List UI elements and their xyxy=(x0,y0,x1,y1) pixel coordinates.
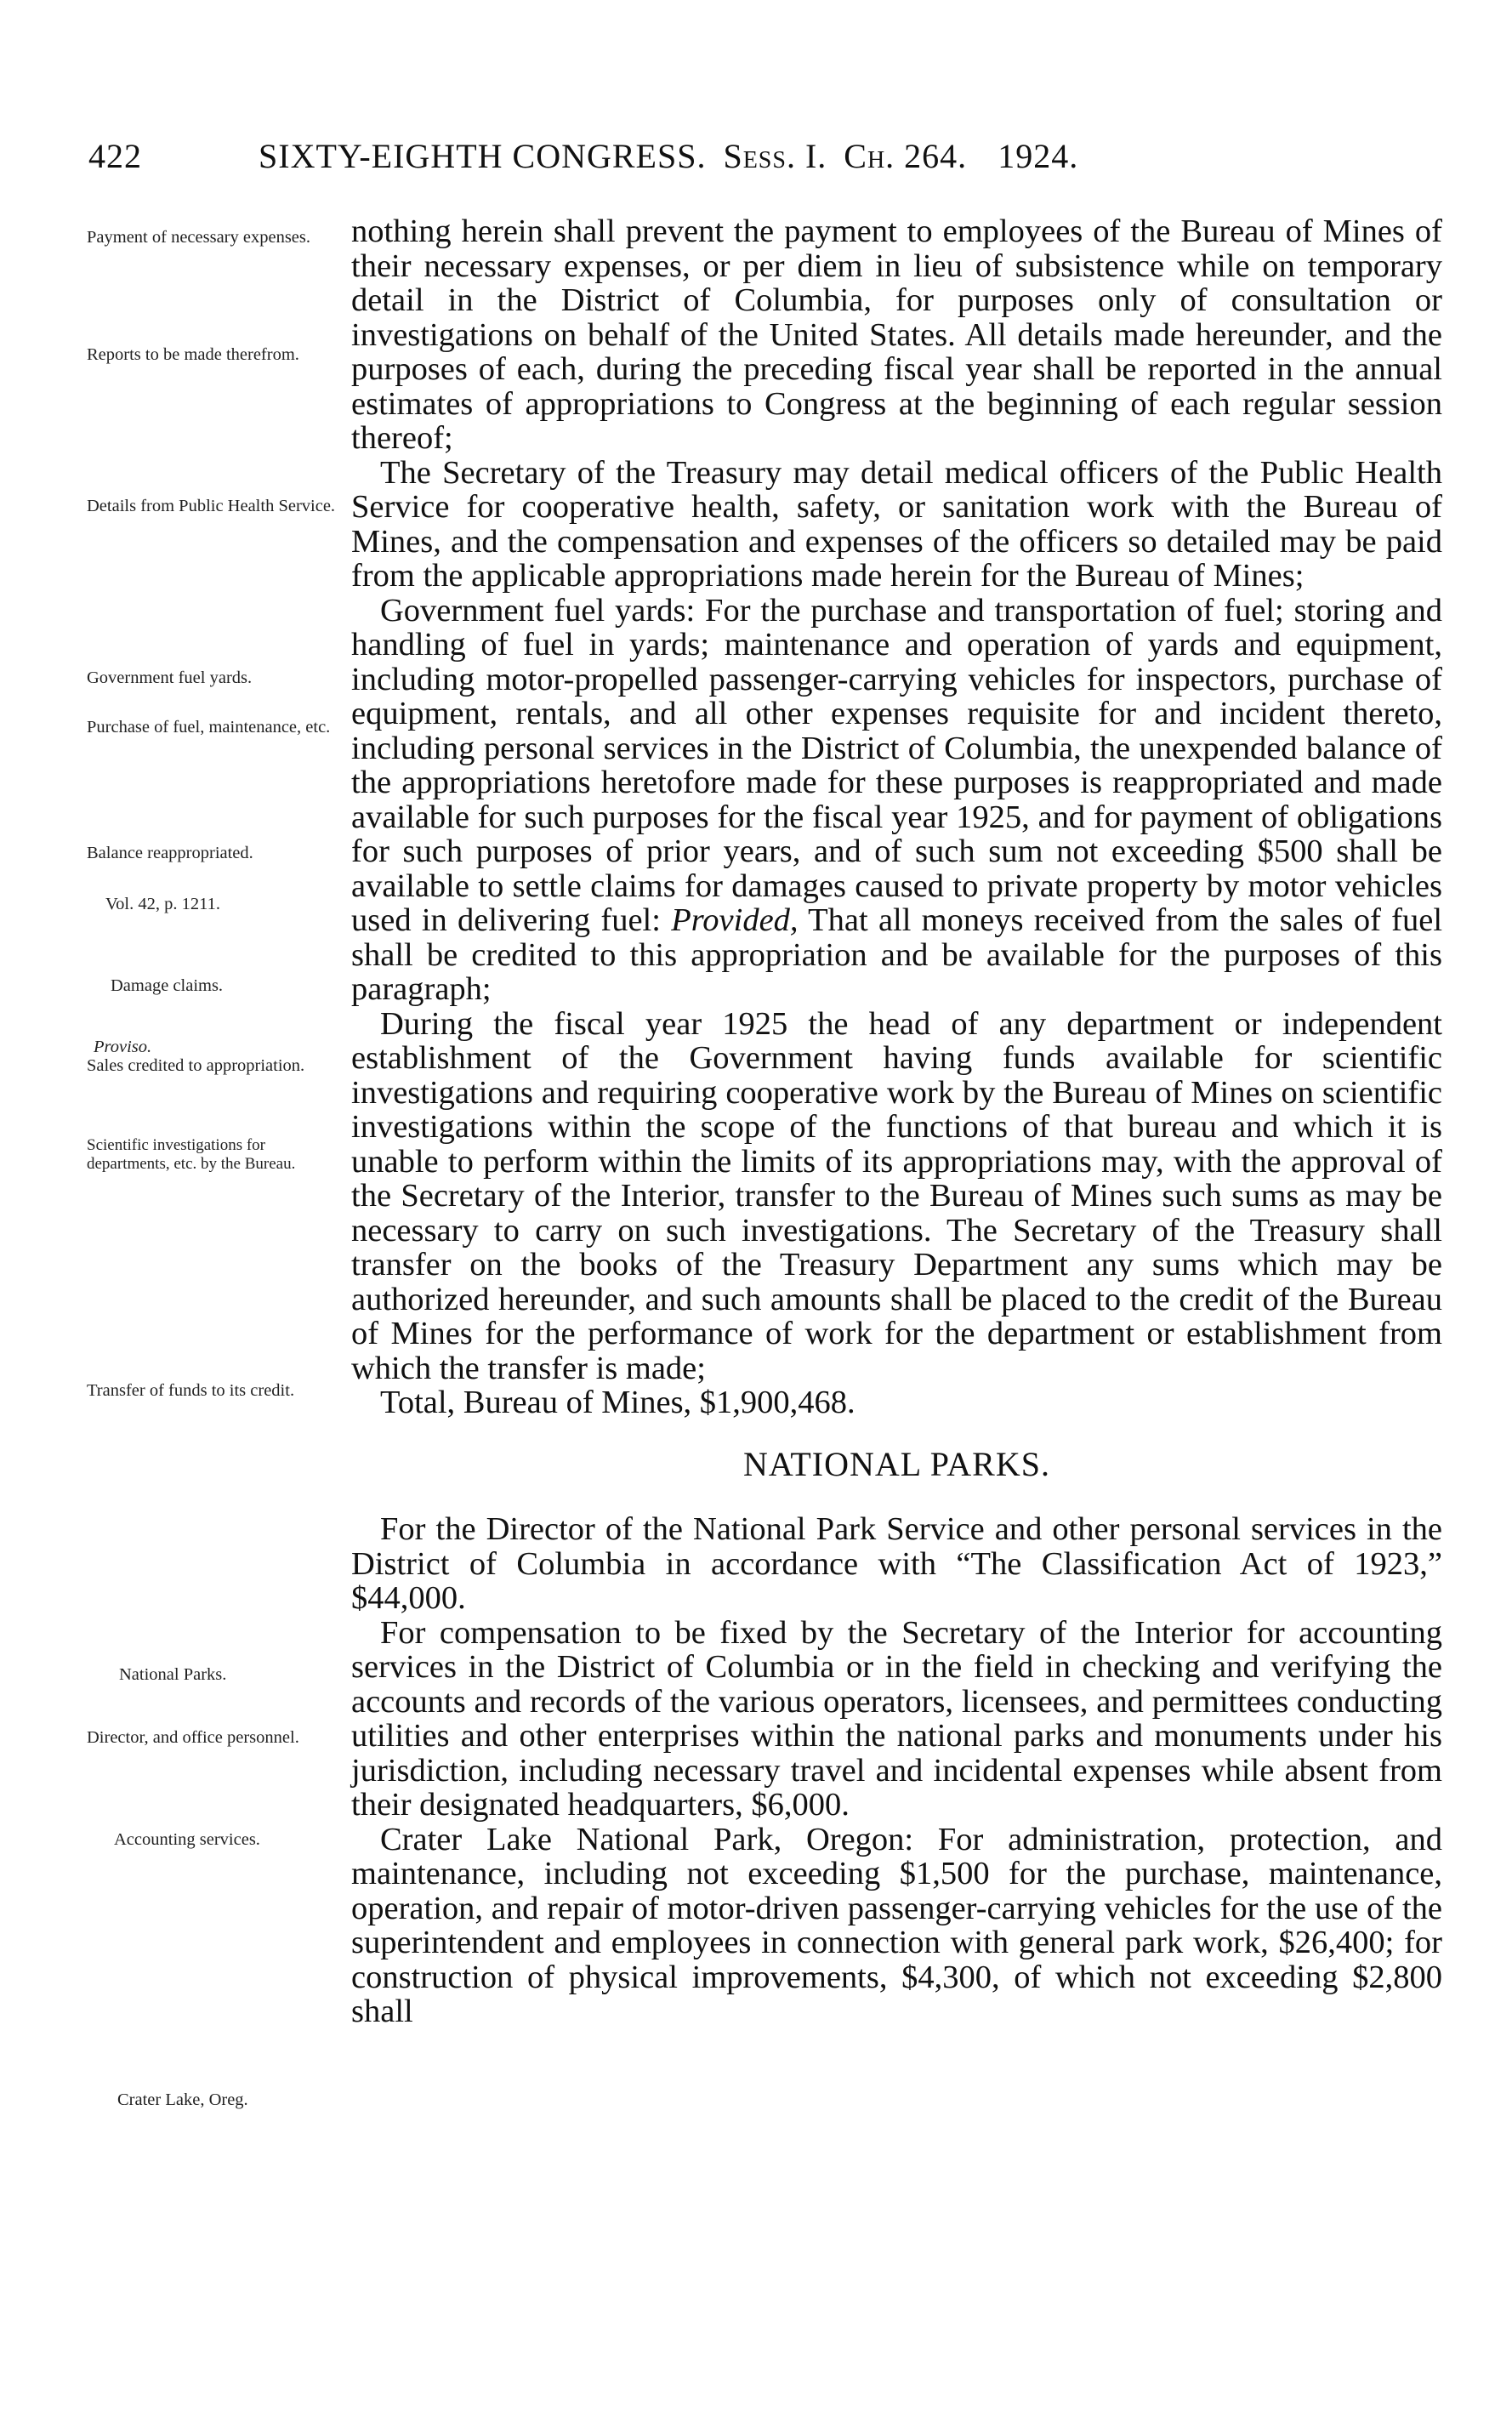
header-title: SIXTY-EIGHTH CONGRESS. xyxy=(259,137,707,175)
proviso-word: Provided, xyxy=(671,902,799,938)
paragraph-public-health: The Secretary of the Treasury may detail medical officers of the Public Health Service for cooperative health, safety, or sanitation work with the Bureau of Mines, and the compensation and expenses of the officers so detailed may be paid from the applicable appropriations made herein for the Bureau of Mines; xyxy=(351,454,1442,594)
running-header xyxy=(88,136,1381,187)
margin-note-vol: Vol. 42, p. 1211. xyxy=(105,895,220,913)
paragraph-accounting: For compensation to be fixed by the Secretary of the Interior for accounting services in the District of Columbia or in the field in checking and verifying the accounts and records of the various operators, licensees, and permittees conducting utilities and other enterprises within the national parks and monuments under his jurisdiction, including necessary travel and incidental expenses while absent from their designated headquarters, $6,000. xyxy=(351,1614,1442,1823)
margin-note-reports: Reports to be made therefrom. xyxy=(87,345,299,364)
margin-note-transfer: Transfer of funds to its credit. xyxy=(87,1381,295,1400)
margin-note-national-parks: National Parks. xyxy=(119,1665,227,1684)
paragraph-fuel-yards xyxy=(351,594,1442,1007)
header-year: 1924. xyxy=(998,137,1079,175)
margin-note-details: Details from Public Health Service. xyxy=(87,497,336,515)
total-line: Total, Bureau of Mines, $1,900,468. xyxy=(380,1385,855,1420)
fuel-text-a: Government fuel yards: For the purchase and transportation of fuel; storing and handling of fuel in yards; maintenance and operation of yards and equipment, including motor-propelled passenger-carrying vehicles for inspectors, purchase of equipment, rentals, and all other expenses requisite for and incident thereto, including personal services in the District of Columbia, the unexpended balance of the appropriations heretofore made for these purposes is reappropriated and made available for such purposes for the fiscal year 1925, and for payment of obligations for such purposes of prior years, and of such sum not exceeding $500 shall be available to settle claims for damages caused to private property by motor vehicles used in delivering fuel: xyxy=(351,592,1442,938)
margin-note-balance: Balance reappropriated. xyxy=(87,844,253,862)
paragraph-director: For the Director of the National Park Service and other personal services in the District of Columbia in accordance with “The Classification Act of 1923,” $44,000. xyxy=(351,1511,1442,1616)
margin-note-fuel-yards: Government fuel yards. xyxy=(87,668,253,687)
section-heading: NATIONAL PARKS. xyxy=(743,1444,1050,1483)
header-session: Sess. I. xyxy=(723,137,827,175)
margin-note-crater: Crater Lake, Oreg. xyxy=(117,2090,248,2109)
margin-note-scientific: Scientific investigations for departments, etc. by the Bureau. xyxy=(87,1136,296,1173)
paragraph-scientific: During the fiscal year 1925 the head of any department or independent establishment of the Government having funds available for scientific investigations and requiring cooperative work by the Bureau of Mines on scientific investigations within the scope of the functions of that bureau and which it is unable to perform within the limits of its appropriations may, with the approval of the Secretary of the Interior, transfer to the Bureau of Mines such sums as may be necessary to carry on such investigations. The Secretary of the Treasury shall transfer on the books of the Treasury Department any sums which may be authorized hereunder, and such amounts shall be placed to the credit of the Bureau of Mines for the performance of work for the department or establishment from which the transfer is made; xyxy=(351,1005,1442,1386)
margin-note-proviso: Proviso. xyxy=(94,1038,152,1056)
margin-note-sales: Sales credited to appropriation. xyxy=(87,1056,305,1075)
fuel-text-b: That all moneys received from the sales of fuel shall be credited to this appropriation and be available for the purposes of this paragraph; xyxy=(351,902,1443,1007)
margin-note-payment: Payment of necessary expenses. xyxy=(87,228,310,247)
margin-note-purchase: Purchase of fuel, maintenance, etc. xyxy=(87,718,331,737)
margin-note-damage: Damage claims. xyxy=(111,976,224,995)
main-text xyxy=(351,214,1442,2029)
page-number: 422 xyxy=(88,137,142,175)
margin-note-accounting: Accounting services. xyxy=(114,1830,260,1849)
margin-note-director: Director, and office personnel. xyxy=(87,1728,299,1747)
paragraph-crater-lake: Crater Lake National Park, Oregon: For administration, protection, and maintenance, including not exceeding $1,500 for the purchase, maintenance, operation, and repair of motor-driven passenger-carrying vehicles for the use of the superintendent and employees in connection with general park work, $26,400; for construction of physical improvements, $4,300, of which not exceeding $2,800 shall xyxy=(351,1821,1442,2029)
header-chapter: Ch. 264. xyxy=(844,137,968,175)
paragraph-payment: nothing herein shall prevent the payment to employees of the Bureau of Mines of their necessary expenses, or per diem in lieu of subsistence while on temporary detail in the District of Columbia, for purposes only of consultation or investigations on behalf of the United States. All details made hereunder, and the purposes of each, during the preceding fiscal year shall be reported in the annual estimates of appropriations to Congress at the beginning of each regular session thereof; xyxy=(351,213,1442,456)
